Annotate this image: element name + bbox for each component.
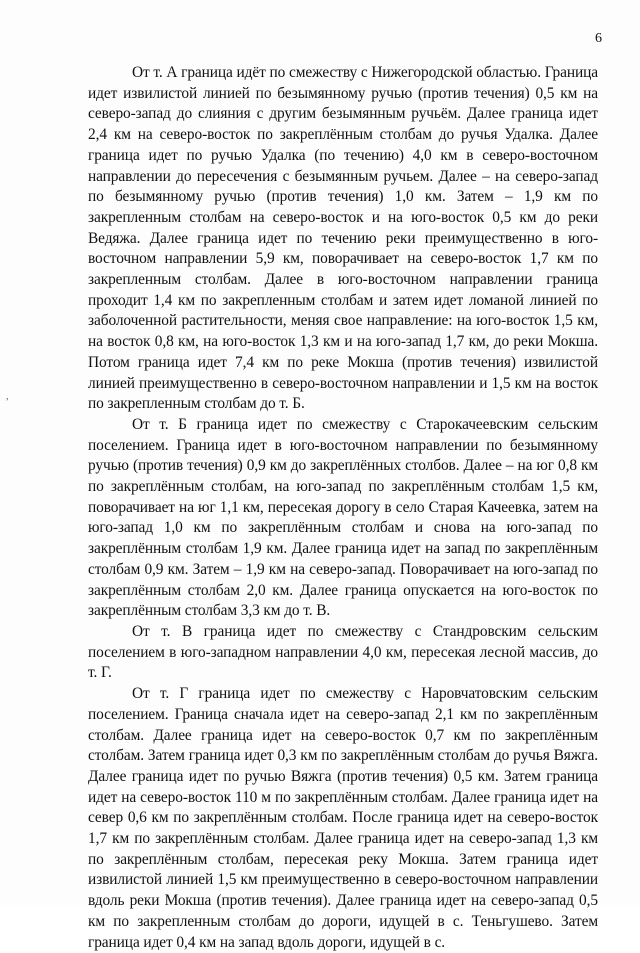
margin-mark: , (6, 391, 9, 402)
boundary-paragraph-d: От т. Г граница идет по смежеству с Наровчатовским сельским поселением. Граница сначала идет на северо-запад 2,1 км по закреплённым столбам. Далее граница идет на северо-восток 0,7 км по закреплённым столбам. Затем граница идет 0,3 км по закреплённым столбам до ручья Вяжга. Далее граница идет по ручью Вяжга (против течения) 0,5 км. Затем граница идет на северо-восток 110 м по закреплённым столбам. Далее граница идет на север 0,6 км по закреплённым столбам. После граница идет на северо-восток 1,7 км по закреплённым столбам. Далее граница идет на северо-запад 1,3 км по закреплённым столбам, пересекая реку Мокша. Затем граница идет извилистой линией 1,5 км преимущественно в северо-восточном направлении вдоль реки Мокша (против течения). Далее граница идет на северо-запад 0,5 км по закрепленным столбам до дороги, идущей в с. Теньгушево. Затем граница идет 0,4 км на запад вдоль дороги, идущей в с. (88, 685, 598, 951)
boundary-paragraph-b: От т. Б граница идет по смежеству с Старокачеевским сельским поселением. Граница идет в юго-восточном направлении по безымянному ручью (против течения) 0,9 км до закреплённых столбов. Далее – на юг 0,8 км по закреплённым столбам, на юго-запад по закреплённым столбам 1,5 км, поворачивает на юг 1,1 км, пересекая дорогу в село Старая Качеевка, затем на юго-запад 1,0 км по закреплённым столбам и снова на юго-запад по закреплённым столбам 1,9 км. Далее граница идет на запад по закреплённым столбам 0,9 км. Затем – 1,9 км на северо-запад. Поворачивает на юго-запад по закреплённым столбам 2,0 км. Далее граница опускается на юго-восток по закреплённым столбам 3,3 км до т. В. (88, 415, 598, 620)
boundary-paragraph-a: От т. А граница идёт по смежеству с Нижегородской областью. Граница идет извилистой линией по безымянному ручью (против течения) 0,5 км на северо-запад до слияния с другим безымянным ручьём. Далее граница идет 2,4 км на северо-восток по закреплённым столбам до ручья Удалка. Далее граница идет по ручью Удалка (по течению) 4,0 км в северо-восточном направлении до пересечения с безымянным ручьем. Далее – на северо-запад по безымянному ручью (против течения) 1,0 км. Затем – 1,9 км по закрепленным столбам на северо-восток и на юго-восток 0,5 км до реки Ведяжа. Далее граница идет по течению реки преимущественно в юго-восточном направлении 5,9 км, поворачивает на северо-восток 1,7 км по закрепленным столбам. Далее в юго-восточном направлении граница проходит 1,4 км по закрепленным столбам и затем идет ломаной линией по заболоченной растительности, меняя свое направление: на юго-восток 1,5 км, на восток 0,8 км, на юго-восток 1,3 км и на юго-запад 1,7 км, до реки Мокша. Потом граница идет 7,4 км по реке Мокша (против течения) извилистой линией преимущественно в северо-восточном направлении и 1,5 км на восток по закрепленным столбам до т. Б. (88, 64, 598, 413)
document-body (88, 63, 598, 953)
page-number: 6 (595, 31, 602, 46)
boundary-paragraph-c: От т. В граница идет по смежеству с Стандровским сельским поселением в юго-западном направлении 4,0 км, пересекая лесной массив, до т. Г. (88, 622, 598, 682)
